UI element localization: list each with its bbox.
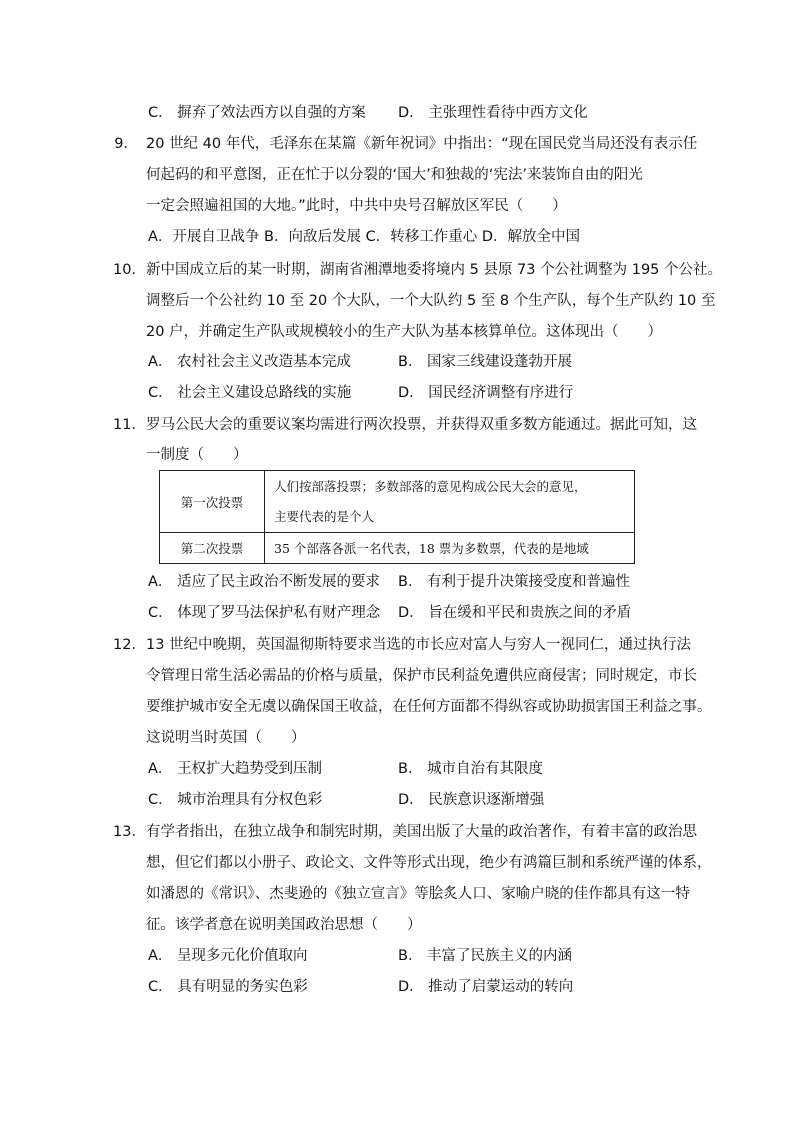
q9-options: A．开展自卫战争 B．向敌后发展 C．转移工作重心 D．解放全中国 — [148, 229, 580, 245]
q12-option-c: C． 城市治理具有分权色彩 — [148, 792, 323, 808]
q12-number: 12． — [113, 637, 146, 653]
q11-option-d: D． 旨在缓和平民和贵族之间的矛盾 — [398, 605, 632, 621]
q11-stem-line-1: 罗马公民大会的重要议案均需进行两次投票，并获得双重多数方能通过。据此可知，这 — [146, 417, 697, 433]
q11-option-b: B． 有利于提升决策接受度和普遍性 — [398, 574, 631, 590]
q13-stem-line-2: 想，但它们都以小册子、政论文、文件等形式出现，绝少有鸿篇巨制和系统严谨的体系， — [146, 855, 712, 871]
q11-table-row2-content: 35 个部落各派一名代表，18 票为多数票，代表的是地域 — [265, 533, 635, 564]
q10-option-d: D． 国民经济调整有序进行 — [398, 385, 574, 401]
q9-number: 9． — [114, 136, 138, 152]
q11-table-row1-line-1: 人们按部落投票；多数部落的意见构成公民大会的意见， — [274, 478, 587, 494]
q11-table-row2-header: 第二次投票 — [160, 533, 265, 564]
q12-option-a: A． 王权扩大趋势受到压制 — [148, 761, 323, 777]
q13-option-d: D． 推动了启蒙运动的转向 — [398, 979, 574, 995]
q9-stem-line-2: 何起码的和平意图，正在忙于以分裂的‘国大’和独裁的‘宪法’来装饰自由的阳光 — [146, 167, 643, 183]
q13-stem-line-1: 有学者指出，在独立战争和制宪时期，美国出版了大量的政治著作，有着丰富的政治思 — [146, 824, 697, 840]
q12-stem-line-2: 令管理日常生活必需品的价格与质量，保护市民利益免遭供应商侵害；同时规定，市长 — [146, 668, 697, 684]
q13-number: 13． — [113, 824, 146, 840]
q10-stem-line-2: 调整后一个公社约 10 至 20 个大队，一个大队约 5 至 8 个生产队，每个生产队约 10 至 — [146, 293, 716, 309]
q11-stem-line-2: 一制度（ ） — [146, 447, 248, 463]
q10-option-b: B． 国家三线建设蓬勃开展 — [398, 354, 573, 370]
q10-option-a: A． 农村社会主义改造基本完成 — [148, 354, 352, 370]
q10-stem-line-3: 20 户，并确定生产队或规模较小的生产大队为基本核算单位。这体现出（ ） — [146, 324, 663, 340]
q11-number: 11． — [113, 417, 146, 433]
q11-table-row1-line-2: 主要代表的是个人 — [274, 508, 375, 524]
q11-table-row1-content — [265, 471, 635, 533]
q12-stem-line-3: 要维护城市安全无虞以确保国王收益，在任何方面都不得纵容或协助损害国王利益之事。 — [146, 699, 712, 715]
q13-stem-line-3: 如潘恩的《常识》、杰斐逊的《独立宣言》等脍炙人口、家喻户晓的佳作都具有这一特 — [146, 886, 690, 902]
q11-table-row1-header: 第一次投票 — [160, 471, 265, 533]
q11-table-row-second-vote — [160, 533, 635, 564]
q13-option-a: A． 呈现多元化价值取向 — [148, 948, 308, 964]
q9-stem-line-3: 一定会照遍祖国的大地。”此时，中共中央号召解放区军民（ ） — [146, 198, 567, 214]
q10-stem-line-1: 新中国成立后的某一时期，湖南省湘潭地委将境内 5 县原 73 个公社调整为 195 个公社。 — [146, 262, 723, 278]
q9-stem-line-1: 20 世纪 40 年代，毛泽东在某篇《新年祝词》中指出：“现在国民党当局还没有表示任 — [146, 136, 698, 152]
q11-option-a: A． 适应了民主政治不断发展的要求 — [148, 574, 381, 590]
q13-stem-line-4: 征。该学者意在说明美国政治思想（ ） — [146, 917, 422, 933]
q12-stem-line-1: 13 世纪中晚期，英国温彻斯特要求当选的市长应对富人与穷人一视同仁，通过执行法 — [146, 637, 692, 653]
q12-option-d: D． 民族意识逐渐增强 — [398, 792, 545, 808]
q10-number: 10． — [113, 262, 146, 278]
q11-voting-table — [159, 470, 635, 564]
q12-stem-line-4: 这说明当时英国（ ） — [146, 730, 306, 746]
q13-option-b: B． 丰富了民族主义的内涵 — [398, 948, 573, 964]
q8-option-d: D． 主张理性看待中西方文化 — [398, 105, 588, 121]
q10-option-c: C． 社会主义建设总路线的实施 — [148, 385, 352, 401]
q11-option-c: C． 体现了罗马法保护私有财产理念 — [148, 605, 381, 621]
q11-table-row-first-vote — [160, 471, 635, 533]
q8-option-c: C． 摒弃了效法西方以自强的方案 — [148, 105, 366, 121]
q13-option-c: C． 具有明显的务实色彩 — [148, 979, 308, 995]
q12-option-b: B． 城市自治有其限度 — [398, 761, 544, 777]
